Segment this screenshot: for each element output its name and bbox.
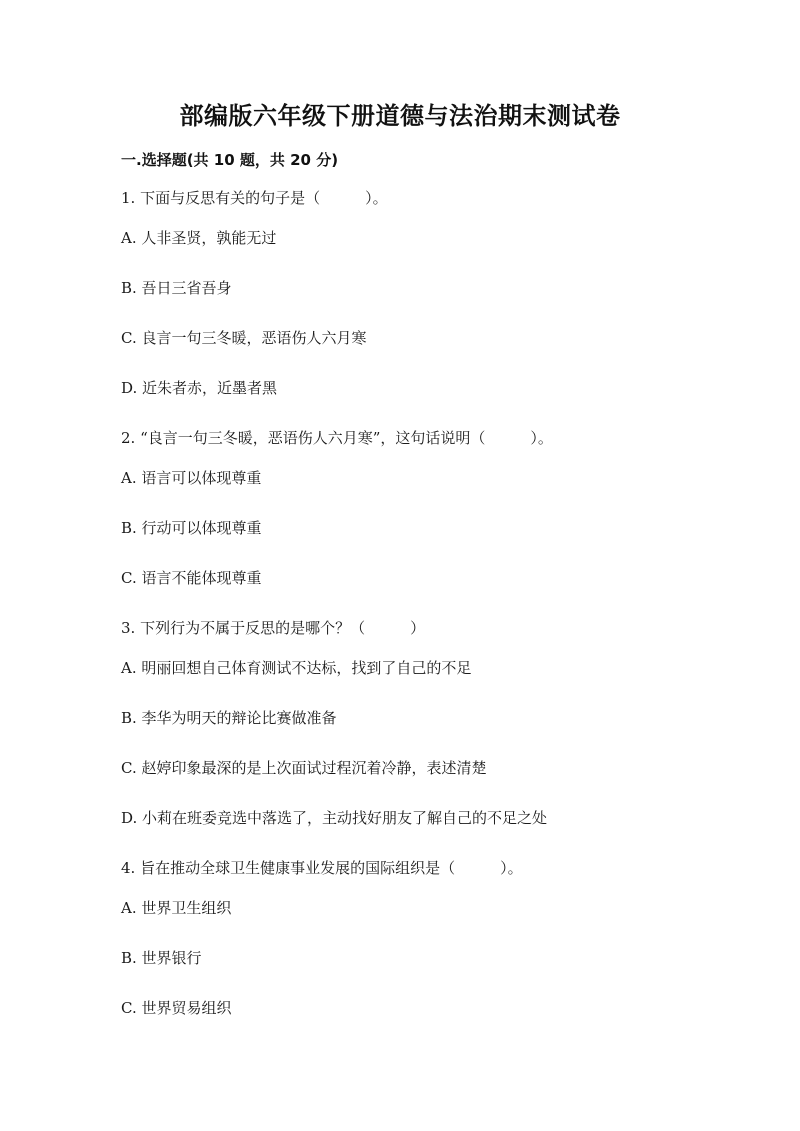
question-1-option-a: A. 人非圣贤，孰能无过 [121, 229, 277, 247]
question-3-option-c: C. 赵婷印象最深的是上次面试过程沉着冷静，表述清楚 [121, 759, 487, 777]
section-heading: 一.选择题(共 10 题，共 20 分) [121, 151, 339, 169]
question-1-stem: 1. 下面与反思有关的句子是（ ）。 [121, 189, 388, 207]
question-3-stem: 3. 下列行为不属于反思的是哪个？（ ） [121, 619, 426, 637]
question-2-option-a: A. 语言可以体现尊重 [121, 469, 262, 487]
question-3-option-d: D. 小莉在班委竞选中落选了，主动找好朋友了解自己的不足之处 [121, 809, 548, 827]
question-4-stem: 4. 旨在推动全球卫生健康事业发展的国际组织是（ ）。 [121, 859, 523, 877]
question-1-option-d: D. 近朱者赤，近墨者黑 [121, 379, 278, 397]
question-3-option-a: A. 明丽回想自己体育测试不达标，找到了自己的不足 [121, 659, 472, 677]
question-2-option-b: B. 行动可以体现尊重 [121, 519, 262, 537]
question-2-option-c: C. 语言不能体现尊重 [121, 569, 262, 587]
question-4-option-c: C. 世界贸易组织 [121, 999, 232, 1017]
question-3-option-b: B. 李华为明天的辩论比赛做准备 [121, 709, 337, 727]
question-2-stem: 2. “良言一句三冬暖，恶语伤人六月寒”，这句话说明（ ）。 [121, 429, 553, 447]
page-title: 部编版六年级下册道德与法治期末测试卷 [179, 102, 621, 130]
question-4-option-a: A. 世界卫生组织 [121, 899, 232, 917]
question-1-option-b: B. 吾日三省吾身 [121, 279, 232, 297]
question-4-option-b: B. 世界银行 [121, 949, 202, 967]
question-1-option-c: C. 良言一句三冬暖，恶语伤人六月寒 [121, 329, 367, 347]
